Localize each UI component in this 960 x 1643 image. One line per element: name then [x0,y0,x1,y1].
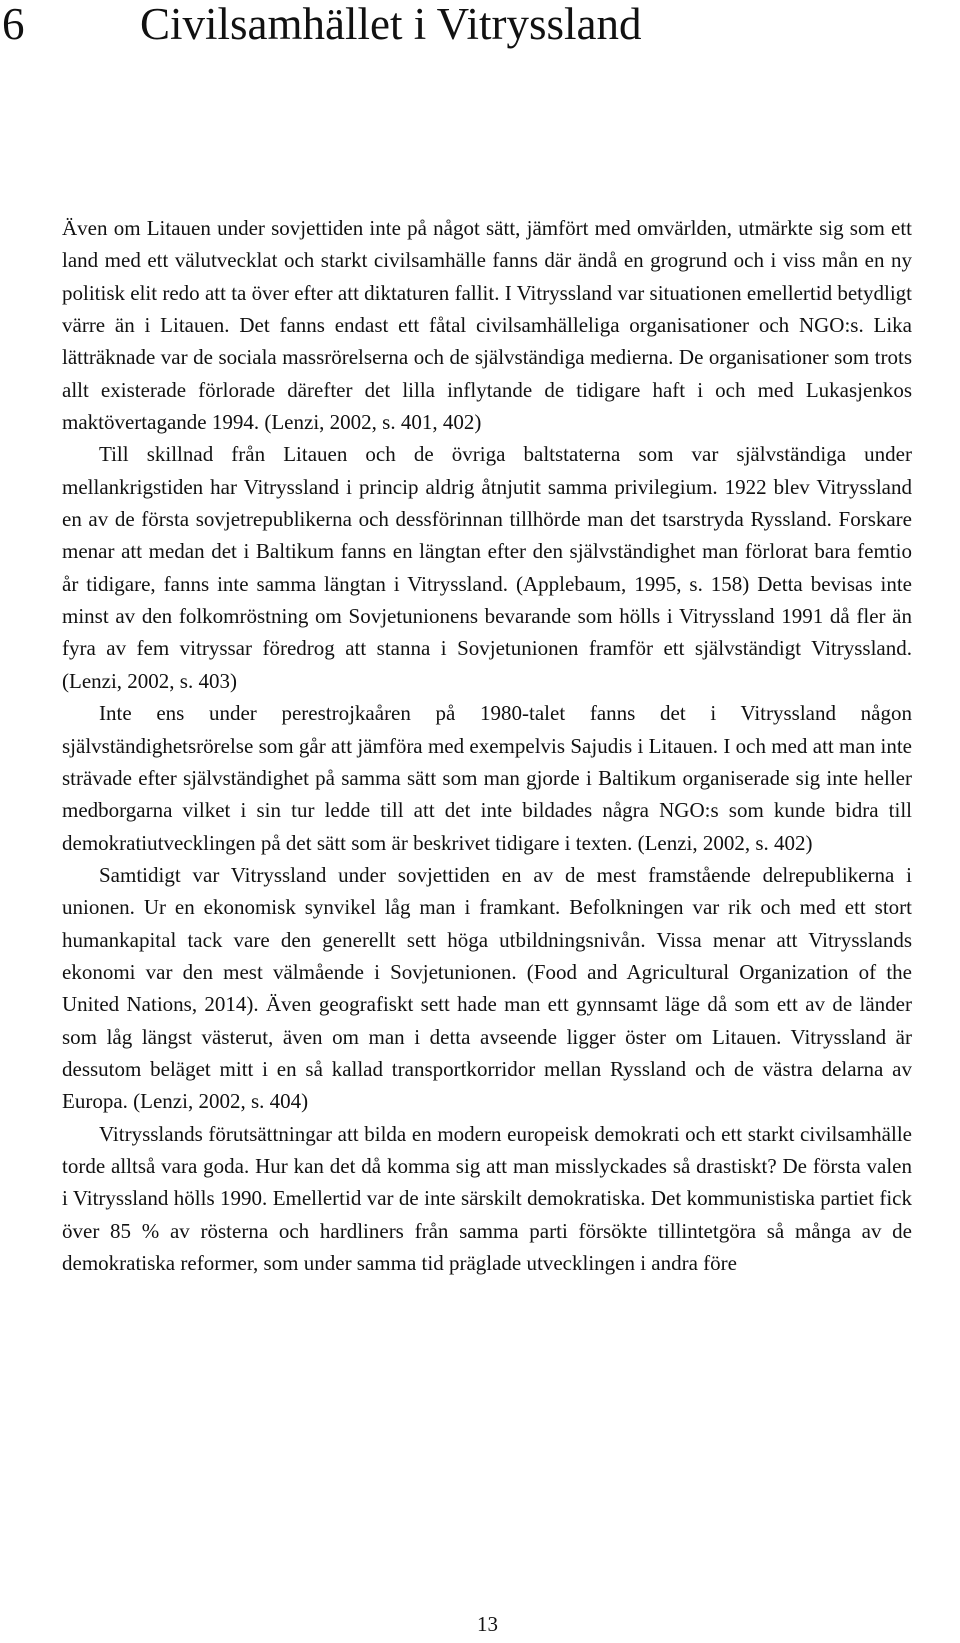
paragraph-2: Till skillnad från Litauen och de övriga baltstaterna som var självständiga under mellankrigstiden har Vitryssland i princip aldrig åtnjutit samma privilegium. 1922 blev Vitryssland en av de första sovjetrepublikerna och dessförinnan tillhörde man det tsarstryda Ryssland. Forskare menar att medan det i Baltikum fanns en längtan efter den självständighet man förlorat bara femtio år tidigare, fanns inte samma längtan i Vitryssland. (Applebaum, 1995, s. 158) Detta bevisas inte minst av den folkomröstning om Sovjetunionens bevarande som hölls i Vitryssland 1991 då fler än fyra av fem vitryssar föredrog att stanna i Sovjetunionen framför ett självständigt Vitryssland. (Lenzi, 2002, s. 403) [62,442,912,693]
paragraph-1: Även om Litauen under sovjettiden inte på något sätt, jämfört med omvärlden, utmärkte sig som ett land med ett välutvecklat och starkt civilsamhälle fanns där ändå en grogrund och i viss mån en ny politisk elit redo att ta över efter att diktaturen fallit. I Vitryssland var situationen emellertid betydligt värre än i Litauen. Det fanns endast ett fåtal civilsamhälleliga organisationer och NGO:s. Lika lätträknade var de sociala massrörelserna och de självständiga medierna. De organisationer som trots allt existerade förlorade därefter det lilla inflytande de tidigare haft i och med Lukasjenkos maktövertagande 1994. (Lenzi, 2002, s. 401, 402) [62,216,912,435]
paragraph-3: Inte ens under perestrojkaåren på 1980-talet fanns det i Vitryssland någon självständighetsrörelse som går att jämföra med exempelvis Sajudis i Litauen. I och med att man inte strävade efter självständighet på samma sätt som man gjorde i Baltikum organiserade sig inte heller medborgarna vilket i sin tur ledde till att det inte bildades några NGO:s som kunde bidra till demokratiutvecklingen på det sätt som är beskrivet tidigare i texten. (Lenzi, 2002, s. 402) [62,701,912,855]
chapter-title: Civilsamhället i Vitryssland [140,0,642,49]
chapter-number: 6 [2,0,25,49]
paragraph-5: Vitrysslands förutsättningar att bilda en modern europeisk demokrati och ett starkt civilsamhälle torde alltså vara goda. Hur kan det då komma sig att man misslyckades så drastiskt? De första valen i Vitryssland hölls 1990. Emellertid var de inte särskilt demokratiska. Det kommunistiska partiet fick över 85 % av rösterna och hardliners från samma parti försökte tillintetgöra så många av de demokratiska reformer, som under samma tid präglade utvecklingen i andra före [62,1121,912,1275]
chapter-heading [0,0,960,48]
paragraph-4: Samtidigt var Vitryssland under sovjettiden en av de mest framstående delrepublikerna i unionen. Ur en ekonomisk synvikel låg man i framkant. Befolkningen var rik och med ett stort humankapital tack vare den generellt sett höga utbildningsnivån. Vissa menar att Vitrysslands ekonomi var den mest välmående i Sovjetunionen. (Food and Agricultural Organization of the United Nations, 2014). Även geografiskt sett hade man ett gynnsamt läge då som ett av de länder som låg längst västerut, även om man i detta avseende ligger öster om Litauen. Vitryssland är dessutom beläget mitt i en så kallad transportkorridor mellan Ryssland och de västra delarna av Europa. (Lenzi, 2002, s. 404) [62,862,912,1114]
body-text [62,212,912,1279]
page-number: 13 [477,1612,498,1636]
